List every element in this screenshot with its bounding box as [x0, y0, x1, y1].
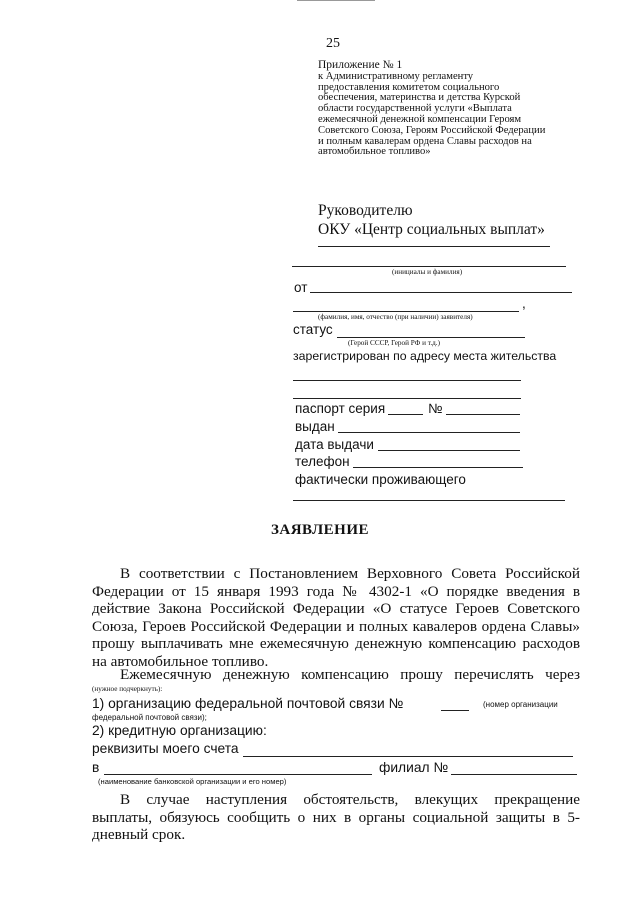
document-heading: ЗАЯВЛЕНИЕ	[270, 522, 370, 538]
appendix-line: области государственной услуги «Выплата	[318, 103, 512, 115]
postal-hint-1: (номер организации	[483, 700, 558, 709]
paragraph-line: выплаты, обязуюсь сообщить о них в органы социальной защиты в 5-	[92, 808, 580, 826]
paragraph-line: Федерации от 15 января 1993 года № 4302-1 «О порядке введения в	[92, 582, 580, 600]
paragraph-2	[92, 666, 580, 684]
phone-field[interactable]	[353, 467, 523, 468]
from-label: от	[294, 280, 308, 295]
option-bank-text[interactable]: 2) кредитную организацию:	[92, 723, 267, 738]
initials-hint: (инициалы и фамилия)	[392, 268, 463, 276]
fio-hint: (фамилия, имя, отчество (при наличии) заявителя)	[318, 313, 473, 321]
underline-hint: (нужное подчеркнуть):	[92, 685, 163, 693]
paragraph-line: Ежемесячную денежную компенсацию прошу перечислять через	[120, 666, 580, 683]
account-field[interactable]	[243, 756, 573, 757]
passport-number-sign: №	[428, 401, 443, 416]
paragraph-3	[92, 791, 580, 844]
phone-label: телефон	[295, 454, 350, 469]
page-number: 25	[326, 36, 340, 51]
postal-hint-2: федеральной почтовой связи);	[92, 713, 207, 722]
appendix-line: обеспечения, материнства и детства Курской	[318, 92, 521, 104]
appendix-line: к Административному регламенту	[318, 70, 474, 82]
from-field[interactable]	[310, 292, 572, 293]
appendix-line: предоставления комитетом социального	[318, 81, 500, 93]
paragraph-line: В случае наступления обстоятельств, влекущих прекращение	[120, 791, 580, 808]
status-hint: (Герой СССР, Герой РФ и т.д.)	[348, 339, 440, 347]
registered-label: зарегистрирован по адресу места жительства	[293, 349, 557, 363]
fio-comma: ,	[522, 296, 526, 311]
passport-series-field[interactable]	[388, 414, 423, 415]
addressee-line1: Руководителю	[318, 202, 413, 219]
issue-date-field[interactable]	[378, 450, 520, 451]
bank-hint: (наименование банковской организации и его номер)	[98, 777, 287, 786]
appendix-title: Приложение № 1	[318, 59, 403, 71]
paragraph-line: В соответствии с Постановлением Верховного Совета Российской	[120, 565, 580, 582]
appendix-line: и полным кавалерам ордена Славы расходов на	[318, 135, 532, 147]
paragraph-line: дневный срок.	[92, 826, 186, 843]
bank-name-field[interactable]	[104, 774, 372, 775]
addressee-line2: ОКУ «Центр социальных выплат»	[318, 221, 545, 238]
option-postal-text[interactable]: 1) организацию федеральной почтовой связи №	[92, 696, 404, 711]
initials-field[interactable]	[292, 266, 566, 267]
address-field-1[interactable]	[293, 380, 521, 381]
paragraph-1	[92, 565, 580, 670]
paragraph-line: Союза, Героев Российской Федерации и полных кавалеров ордена Славы»	[92, 617, 580, 635]
paragraph-line: на автомобильное топливо.	[92, 652, 269, 670]
fio-field[interactable]	[293, 311, 519, 312]
top-edge-mark	[297, 0, 375, 1]
appendix-line: автомобильное топливо»	[318, 146, 431, 158]
actual-residence-field[interactable]	[293, 500, 565, 501]
address-field-2[interactable]	[293, 398, 521, 399]
bank-in-label: в	[92, 760, 100, 775]
paragraph-line: действие Закона Российской Федерации «О статусе Героев Советского	[92, 600, 580, 617]
issued-field[interactable]	[338, 432, 520, 433]
actual-residence-label: фактически проживающего	[295, 472, 466, 487]
passport-label: паспорт серия	[295, 401, 386, 416]
branch-number-field[interactable]	[451, 774, 577, 775]
status-label: статус	[293, 322, 333, 337]
addressee-underline[interactable]	[318, 246, 550, 247]
passport-number-field[interactable]	[446, 414, 520, 415]
issued-label: выдан	[295, 419, 335, 434]
appendix-block	[318, 60, 618, 158]
branch-label: филиал №	[379, 760, 449, 775]
status-field[interactable]	[337, 337, 525, 338]
postal-number-field[interactable]	[441, 710, 469, 711]
appendix-line: ежемесячной денежной компенсации Героям	[318, 113, 522, 125]
paragraph-line: прошу выплачивать мне ежемесячную денежную компенсацию расходов	[92, 635, 580, 652]
appendix-line: Советского Союза, Героям Российской Федерации	[318, 124, 546, 136]
account-label: реквизиты моего счета	[92, 741, 239, 756]
issue-date-label: дата выдачи	[295, 437, 374, 452]
